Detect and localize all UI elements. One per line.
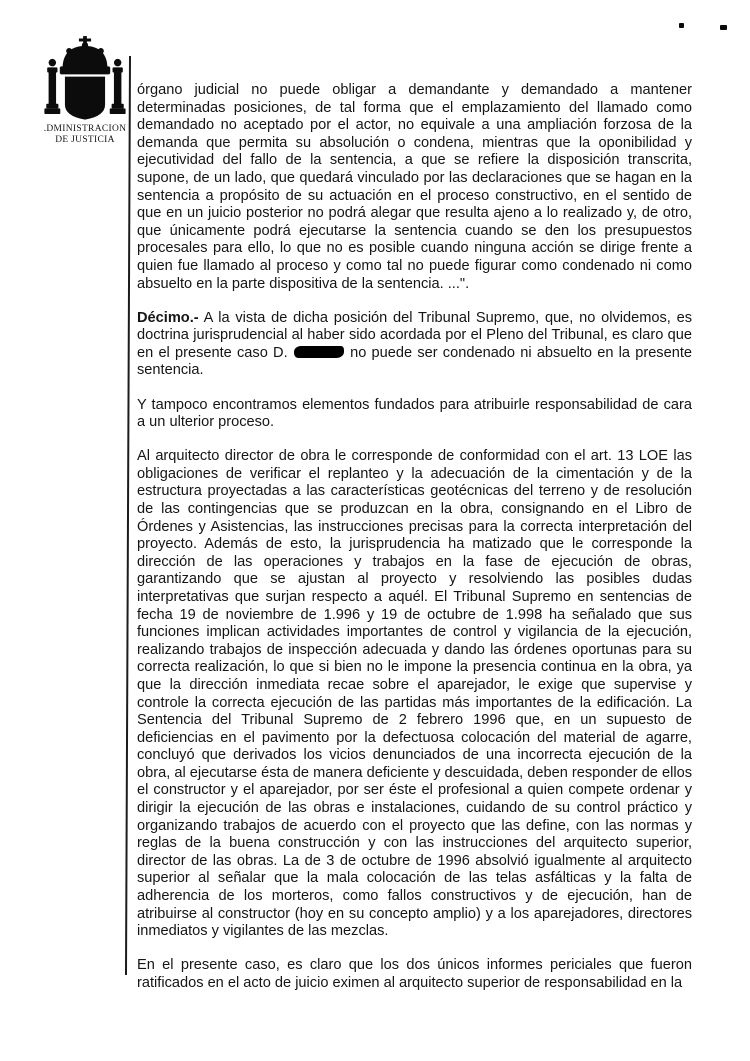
document-body: [137, 82, 692, 993]
paragraph-decimo-text-before: A la vista de dicha posición del Tribunal Supremo, que, no olvidemos, es doctrina jurisprudencial al haber sido acordada por el Pleno del Tribunal, es claro que en el presente caso D.: [137, 309, 692, 361]
paragraph-quote-continuation: órgano judicial no puede obligar a demandante y demandado a mantener determinadas posiciones, de tal forma que el emplazamiento del llamado como demandado no aceptado por el actor, no equivale a una ampliación forzosa de la demanda que permita su absolución o condena, mientras que la oponibilidad y ejecutividad del fallo de la sentencia, a que se refiere la disposición transcrita, supone, de un lado, que quedará vinculado por las declaraciones que se hagan en la sentencia a propósito de su actuación en el proceso constructivo, en el sentido de que en un juicio posterior no podrá alegar que resulta ajeno a lo realizado y, de otro, que únicamente podrá ejecutarse la sentencia cuando se den los presupuestos procesales para ello, lo que no es posible cuando ninguna acción se dirige frente a quien fue llamado al proceso y como tal no puede figurar como condenado ni como absuelto en la parte dispositiva de la sentencia. ...".: [137, 82, 692, 292]
paragraph-presente-caso: En el presente caso, es claro que los dos únicos informes periciales que fueron ratificados en el acto de juicio eximen al arquitecto superior de responsabilidad en la: [137, 957, 692, 991]
letterhead-line-2: DE JUSTICIA: [55, 135, 115, 145]
paragraph-decimo-text-after: no puede ser condenado ni absuelto en la presente sentencia.: [137, 344, 693, 379]
margin-divider-rule: [125, 56, 131, 975]
paragraph-arquitecto: Al arquitecto director de obra le corresponde de conformidad con el art. 13 LOE las obligaciones de verificar el replanteo y la adecuación de la cimentación y de la estructura proyectadas a las características geotécnicas del terreno y de resolución de las contingencias que se produzcan en la obra, consignando en el Libro de Órdenes y Asistencias, las instrucciones precisas para la correcta interpretación del proyecto. Además de esto, la jurisprudencia ha matizado que le corresponde la dirección de las operaciones y trabajos en la fase de ejecución de obras, garantizando que se ajustan al proyecto y resolviendo las posibles dudas interpretativas que surjan respecto a aquél. El Tribunal Supremo en sentencias de fecha 19 de noviembre de 1.996 y 19 de octubre de 1.998 ha señalado que sus funciones implican actividades importantes de control y vigilancia de la ejecución, realizando trabajos de inspección adecuada y dando las órdenes oportunas para su correcta realización, lo que si bien no le impone la presencia continua en la obra, ya que la dirección inmediata recae sobre el aparejador, le exige que supervise y controle la correcta ejecución de las partidas más importantes de la edificación. La Sentencia del Tribunal Supremo de 2 febrero 1996 que, en un supuesto de deficiencias en el pavimento por la defectuosa colocación del material de agarre, concluyó que derivados los vicios denunciados de una incorrecta ejecución de la obra, al ejecutarse ésta de manera deficiente y descuidada, deben responder de ellos el constructor y el aparejador, por ser éste el profesional a quien compete ordenar y dirigir la ejecución de las obras e instalaciones, cuidando de su control práctico y organizando trabajos de acuerdo con el proyecto que las define, con las normas y reglas de la buena construcción y con las instrucciones del arquitecto superior, director de las obras. La de 3 de octubre de 1996 absolvió igualmente al arquitecto superior al señalar que la mala colocación de las telas asfálticas y la falta de adherencia de los morteros, como fallos constructivos y de ejecución, han de atribuirse al constructor (hoy en su concepto amplio) y a los aparejadores, directores inmediatos y vigilantes de las mezclas.: [137, 448, 692, 940]
paragraph-decimo: [137, 310, 692, 380]
redacted-name-box: [294, 346, 344, 358]
scan-artifact-dot: [720, 25, 727, 30]
coat-of-arms-icon: [43, 36, 127, 122]
paragraph-decimo-heading: Décimo.-: [137, 309, 199, 326]
letterhead-line-1: .DMINISTRACION: [43, 124, 127, 134]
scan-artifact-dot: [679, 23, 684, 28]
ministry-of-justice-letterhead: [36, 36, 134, 146]
paragraph-tampoco: Y tampoco encontramos elementos fundados para atribuirle responsabilidad de cara a un ulterior proceso.: [137, 396, 692, 431]
